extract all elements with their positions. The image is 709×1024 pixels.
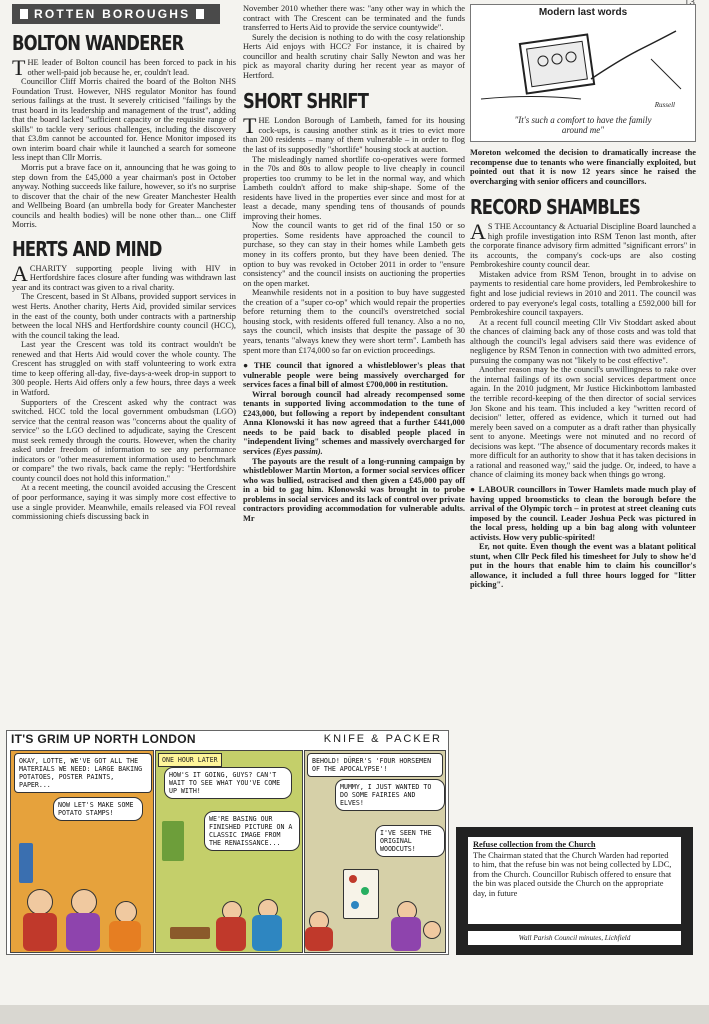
bolton-headline: BOLTON WANDERER bbox=[12, 31, 184, 55]
herts-continued: November 2010 whether there was: "any other way in which the contract with The Crescent can be terminated and the funds transferred to Herts Aid to provide the service countywide". bbox=[243, 4, 465, 33]
column-left bbox=[12, 4, 236, 522]
labour-lead: ● LABOUR councillors in Tower Hamlets made much play of having upped broomsticks to clean the borough before the arrival of the Olympic torch – in protest at street cleaning cuts imposed by the council. Leader Joshua Peck was pictured in the local press, holding up a bin bag along with volunteer activists. How very public-spirited! bbox=[470, 485, 696, 542]
herts-para: Supporters of the Crescent asked why the contract was switched. HCC told the local government ombudsman (LGO) service that the central reason was "concerns about the quality of service" so the LGO declined to adjudicate, saying the Crescent must seek remedy through the courts. However, when the charity asked under freedom of information to see any performance indicators or "other measurement information used to benchmark or compare" the two rivals, back came the reply: "Hertfordshire county council does not hold this information." bbox=[12, 397, 236, 483]
comic-panel-2 bbox=[155, 750, 303, 953]
page-fold bbox=[0, 1005, 709, 1024]
speech-bubble: BEHOLD! DÜRER'S 'FOUR HORSEMEN OF THE APOCALYPSE'! bbox=[307, 753, 443, 777]
speech-bubble: HOW'S IT GOING, GUYS? CAN'T WAIT TO SEE WHAT YOU'VE COME UP WITH! bbox=[164, 767, 292, 799]
bolton-para: Morris put a brave face on it, announcing that he was going to step down from the £45,000 a year chairman's post in October anyway. Nothing succeeds like failure, however, so it's no surprise to discover that the chair of the new Greater Manchester Health and Wellbeing Board (an umbrella body for Greater Manchester councils and health bodies) will be none other than... one Cliff Morris. bbox=[12, 163, 236, 230]
cartoon-title: Modern last words bbox=[538, 7, 628, 18]
speech-bubble: MUMMY, I JUST WANTED TO DO SOME FAIRIES AND ELVES! bbox=[335, 779, 445, 811]
shrift-para: The misleadingly named shortlife co-operatives were formed in the 70s and 80s to allow people to live cheaply in council properties too crummy to be let in the normal way, and which Lambeth couldn't afford to make ship-shape. Some of the residents have lived in the properties ever since and most for at least a decade, many spending tens of thousands of pounds improving their homes. bbox=[243, 154, 465, 221]
record-para: Mistaken advice from RSM Tenon, brought in to advise on payments to residential care home providers, led Pembrokeshire to fight and lose judicial reviews in 2010 and 2011. The council was ordered to pay everyone's legal costs, totalling a £592,000 bill for Pembrokeshire council taxpayers. bbox=[470, 269, 696, 318]
bolton-para: THE leader of Bolton council has been forced to pack in his other well-paid job because he, er, couldn't lead. bbox=[12, 55, 236, 80]
column-right bbox=[470, 4, 696, 590]
comic-strip bbox=[6, 730, 449, 955]
shrift-para: Meanwhile residents not in a position to buy have suggested the creation of a "super co-op" which would repair the properties before returning them to the council's overstretched social housing stock, with residents offered full tenancy. Also a no no, says the council, which insists that despite the passage of 30 years, tenants "always knew they were short term". Lambeth has spent more than £174,000 so far on eviction proceedings. bbox=[243, 288, 465, 355]
shrift-headline: SHORT SHRIFT bbox=[243, 89, 369, 114]
herts-continued: Surely the decision is nothing to do with the cosy relationship Herts Aid enjoys with HCC? For instance, it is chaired by councillor and health scrutiny chair Sally Newton and was her pick as mayoral charity during her recent year as mayor of Hertford. bbox=[243, 32, 465, 80]
refuse-notice bbox=[468, 837, 681, 924]
record-para: A S THE Accountancy & Actuarial Discipline Board launched a high profile investigation into RSM Tenon last month, after the corporate finance advisory firm admitted "significant errors" in its accounts, the company's cock-ups are also costing Pembrokeshire county council dear. bbox=[470, 219, 696, 270]
herts-para: ACHARITY supporting people living with HIV in Hertfordshire faces closure after funding was withdrawn last year and its contract was given to a rival charity. bbox=[12, 260, 236, 292]
cartoon-drawing bbox=[471, 19, 695, 109]
cartoon-caption: "It's such a comfort to have the family around me" bbox=[514, 115, 652, 135]
shrift-para: THE London Borough of Lambeth, famed for its housing cock-ups, is causing another stink as it tries to evict more than 200 residents – many of them vulnerable – in order to flog the last of its supposedly "shortlife" housing stock at auction. bbox=[243, 113, 465, 155]
caption-box: ONE HOUR LATER bbox=[158, 753, 222, 767]
wirral-lead: ● THE council that ignored a whistleblower's pleas that vulnerable people were being massively overcharged for services faces a final bill of almost £700,000 in restitution. bbox=[243, 361, 465, 390]
refuse-text: The Chairman stated that the Church Warden had reported to him, that the refuse bin was not being collected by LDC, from the Church. Councillor Rubisch offered to ensure that the bin was placed outside the Church on the appropriate day, in future bbox=[473, 850, 672, 898]
strip-title: IT'S GRIM UP NORTH LONDON bbox=[11, 732, 196, 746]
refuse-notice-box bbox=[456, 827, 693, 955]
record-para: At a recent full council meeting Cllr Viv Stoddart asked about the chances of claiming back any of those costs and was told that although the council's legal advisers said there was evidence of negligence by RSM Tenon in connection with two admitted errors, pursuing the company was not "likely to be cost effective". bbox=[470, 317, 696, 365]
labour-para: Er, not quite. Even though the event was a blatant political stunt, when Cllr Peck filed his timesheet for July to show he'd put in the hours that enable him to claim his councillor's allowance, it included a full three hours logged for "litter picking". bbox=[470, 542, 696, 590]
wirral-para: The payouts are the result of a long-running campaign by whistleblower Martin Morton, a former social services officer who was bullied, ostracised and then given a £45,000 pay off in a bid to gag him. Klonowski was brought in to probe problems in social services and its lack of control over private contractors providing accommodation for vulnerable adults. Mr bbox=[243, 456, 465, 523]
shrift-para: Now the council wants to get rid of the final 150 or so properties. Some residents have approached the council to purchase, so they can stay in their homes while Lambeth gets money in its coffers pronto, but they have been denied. The option to buy was revoked in October 2011 in order to "ensure consistency" and the council insists on auctioning the properties on the open market. bbox=[243, 221, 465, 288]
speech-bubble: I'VE SEEN THE ORIGINAL WOODCUTS! bbox=[375, 825, 445, 857]
herts-para: Last year the Crescent was told its contract wouldn't be renewed and that Herts Aid would cover the whole county. The Crescent has struggled on with staff volunteering to work extra time to keep offering all-day, five-days-a-week drop-in support to 300 people. Herts Aid offers only a few hours, three days a week in Watford. bbox=[12, 340, 236, 397]
comic-panel-3 bbox=[304, 750, 446, 953]
strip-author: KNIFE & PACKER bbox=[323, 733, 442, 745]
record-headline: RECORD SHAMBLES bbox=[470, 195, 640, 220]
speech-bubble: OKAY, LOTTE, WE'VE GOT ALL THE MATERIALS WE NEED: LARGE BAKING POTATOES, POSTER PAINTS, PAPER... bbox=[14, 753, 152, 793]
herts-headline: HERTS AND MIND bbox=[12, 236, 162, 261]
column-middle bbox=[243, 4, 465, 523]
speech-bubble: WE'RE BASING OUR FINISHED PICTURE ON A CLASSIC IMAGE FROM THE RENAISSANCE... bbox=[204, 811, 300, 851]
refuse-source: Wall Parish Council minutes, Lichfield bbox=[468, 931, 681, 945]
moreton-para: Moreton welcomed the decision to dramatically increase the recompense due to tenants who were financially exploited, but pointed out that it is now 12 years since he raised the overcharging with senior officers and councillors. bbox=[470, 148, 696, 186]
section-banner: ROTTEN BOROUGHS bbox=[12, 4, 220, 24]
record-para: Another reason may be the council's unwillingness to rake over the internal failings of its own social services department once again. In the 2010 judgment, Mr Justice Hickinbottom lambasted the terrible record-keeping of the then director of social services Jon Skone and his team. This included a key "written record of decision" letter, offered as evidence, which it turned out had merely been saved on a computer as a draft rather than physically sent to anyone. Meetings were not minuted and no record of decisions was kept. "The absence of documentary records makes it more difficult for an authority to show that it has taken decisions in a rational and reasoned way," said the judge. Or, indeed, to have a chance of claiming its money back when things go wrong. bbox=[470, 365, 696, 480]
refuse-title: Refuse collection from the Church bbox=[473, 840, 596, 849]
cartoon-signature: Russell bbox=[654, 101, 675, 109]
herts-para: At a recent meeting, the council avoided accusing the Crescent of poor performance, saying it was simply more cost effective to use a single provider. Meanwhile, emails released via FOI reveal commissioning chiefs discussing back in bbox=[12, 483, 236, 522]
speech-bubble: NOW LET'S MAKE SOME POTATO STAMPS! bbox=[53, 797, 143, 821]
comic-panel-1 bbox=[10, 750, 154, 953]
bolton-para: Councillor Cliff Morris chaired the board of the Bolton NHS Foundation Trust. However, NHS regulator Monitor has found serious failings at the trust. It severely criticised "failings by the trust board in its leadership and management of the trust", adding that the board lacked "sufficient capacity or the requisite range of skills" to tackle very serious challenges, including the discovery that £3.8m cannot be accounted for. Hence Monitor imposed its own interim board chair while it launched a search for someone less inept than Cllr Morris. bbox=[12, 77, 236, 163]
herts-para: The Crescent, based in St Albans, provided support services in west Herts. Another charity, Herts Aid, provided similar services in the east of the county, both under contracts with a partnership between the local NHS and Hertfordshire county council (HCC), with the council taking the lead. bbox=[12, 292, 236, 340]
wirral-para: Wirral borough council had already recompensed some tenants in supported living accommodation to the tune of £243,000, but following a report by independent consultant Anna Klonowski it has now agreed that a further £441,000 needs to be paid back to disabled people placed in "independent living" schemes and massively overcharged for services (Eyes passim). bbox=[243, 389, 465, 456]
cartoon-box bbox=[470, 4, 696, 142]
